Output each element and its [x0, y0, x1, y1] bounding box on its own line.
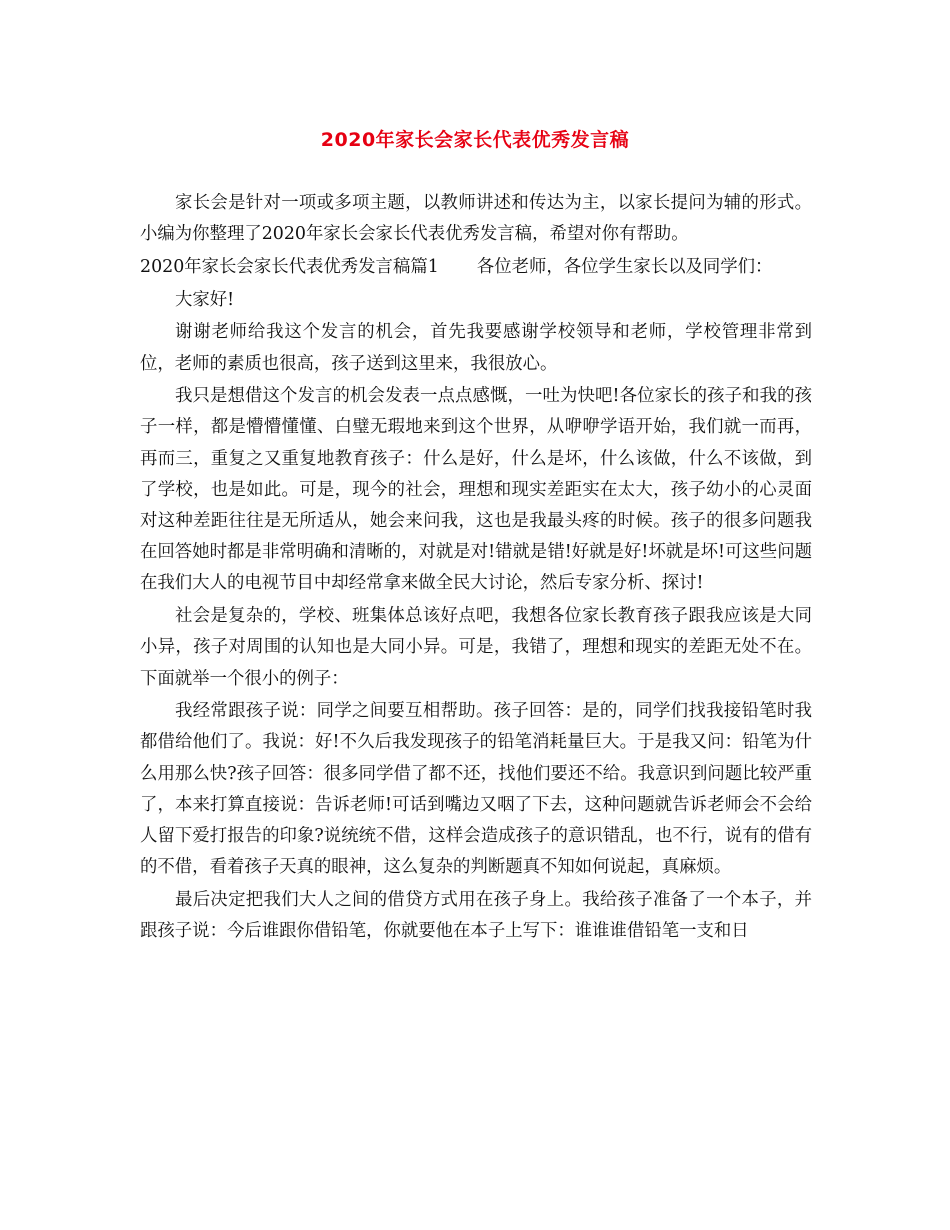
- section-heading: 2020年家长会家长代表优秀发言稿篇1: [140, 256, 439, 277]
- greeting-paragraph: 大家好!: [175, 289, 235, 310]
- body-paragraph: 我经常跟孩子说：同学之间要互相帮助。孩子回答：是的，同学们找我接铅笔时我都借给他们了。我说：好!不久后我发现孩子的铅笔消耗量巨大。于是我又问：铅笔为什么用那么快?孩子回答：很多同学借了都不还，找他们要还不给。我意识到问题比较严重了，本来打算直接说：告诉老师!可话到嘴边又咽了下去，这种问题就告诉老师会不会给人留下爱打报告的印象?说统统不借，这样会造成孩子的意识错乱，也不行，说有的借有的不借，看着孩子天真的眼神，这么复杂的判断题真不知如何说起，真麻烦。: [140, 701, 812, 878]
- intro-paragraph: 家长会是针对一项或多项主题，以教师讲述和传达为主，以家长提问为辅的形式。小编为你整理了2020年家长会家长代表优秀发言稿，希望对你有帮助。: [140, 193, 812, 245]
- body-paragraph: 我只是想借这个发言的机会发表一点点感慨，一吐为快吧!各位家长的孩子和我的孩子一样，都是懵懵懂懂、白璧无瑕地来到这个世界，从咿咿学语开始，我们就一而再，再而三，重复之又重复地教育孩子：什么是好，什么是坏，什么该做，什么不该做，到了学校，也是如此。可是，现今的社会，理想和现实差距实在太大，孩子幼小的心灵面对这种差距往往是无所适从，她会来问我，这也是我最头疼的时候。孩子的很多问题我在回答她时都是非常明确和清晰的，对就是对!错就是错!好就是好!坏就是坏!可这些问题在我们大人的电视节目中却经常拿来做全民大讨论，然后专家分析、探讨!: [140, 386, 812, 594]
- document-body: [140, 188, 812, 947]
- document-title: 2020年家长会家长代表优秀发言稿: [320, 129, 630, 151]
- section-heading-line: [140, 252, 812, 283]
- salutation: 各位老师，各位学生家长以及同学们：: [476, 256, 773, 277]
- body-paragraph: 社会是复杂的，学校、班集体总该好点吧，我想各位家长教育孩子跟我应该是大同小异，孩子对周围的认知也是大同小异。可是，我错了，理想和现实的差距无处不在。 下面就举一个很小的例子：: [140, 606, 812, 689]
- body-paragraph: 最后决定把我们大人之间的借贷方式用在孩子身上。我给孩子准备了一个本子，并跟孩子说：今后谁跟你借铅笔，你就要他在本子上写下：谁谁谁借铅笔一支和日: [140, 889, 812, 942]
- body-paragraph: 谢谢老师给我这个发言的机会，首先我要感谢学校领导和老师，学校管理非常到位，老师的素质也很高，孩子送到这里来，我很放心。: [140, 322, 812, 374]
